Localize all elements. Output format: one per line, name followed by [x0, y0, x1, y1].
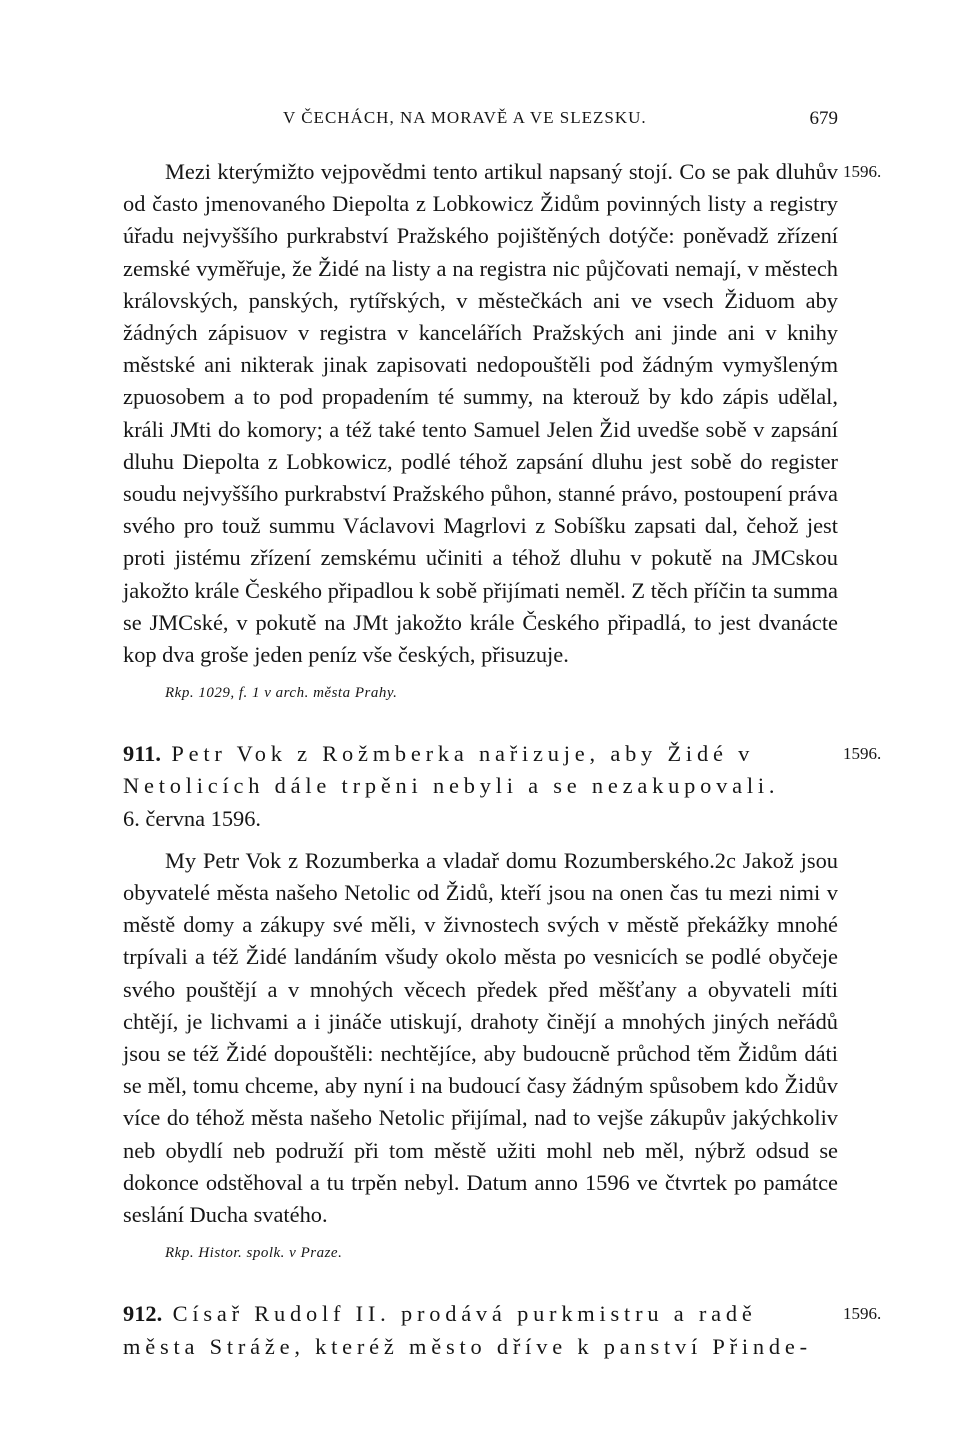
margin-year-1: 1596.: [843, 162, 882, 181]
entry-911-body: My Petr Vok z Rozumberka a vladař domu Rozumberského.2c Jakož jsou obyvatelé města našeho Netolic od Židů, kteří jsou na onen čas tu mezi nimi v městě domy a zákupy své měli, v živnostech svých v městě překážky mnohé trpívali a též Židé landáním všudy okolo města po vesnicích se podlé obyčeje svého pouštějí a v mnohých věcech předek před měšťany a obyvateli míti chtějí, je lichvami a i jináče utiskují, drahoty činějí a mnohých jiných neřádů jsou se též Židé dopouštěli: nechtějíce, aby budoucně průchod těm Židům dáti se měl, tomu chceme, aby nyní i na budoucí časy žádným spůsobem kdo Židův více do téhož města našeho Netolic přijímal, nad to vejše zákupův jakýchkoliv neb obydlí neb podruží při tom městě užiti mohl neb měl, nýbrž odsud se dokonce odstěhoval a tu trpěn nebyl. Datum anno 1596 ve čtvrtek po památce seslání Ducha svatého.: [123, 847, 838, 1228]
entry-911-heading-text: Petr Vok z Rožmberka nařizuje, aby Židé v Netolicích dále trpěni nebyli a se nezakupovali.: [123, 741, 780, 799]
running-head: [123, 108, 838, 138]
continued-text-block: [123, 156, 882, 671]
running-head-title: V ČECHÁCH, NA MORAVĚ A VE SLEZSKU.: [283, 108, 647, 127]
source-citation-1: Rkp. 1029, f. 1 v arch. města Prahy.: [165, 685, 398, 702]
entry-911-number: 911.: [123, 741, 161, 767]
entry-911-date: 6. června 1596.: [123, 805, 262, 831]
document-page: [123, 108, 882, 1363]
continued-paragraph: Mezi kterýmižto vejpovědmi tento artikul napsaný stojí. Co se pak dluhův od často jmenovaného Diepolta z Lobkowicz Židům povinných listy a registry úřadu nejvyššího purkrabství Pražského pojištěných dotýče: poněvadž zřízení zemské vyměřuje, že Židé na listy a na registra nic půjčovati nemají, v městech královských, panských, rytířských, v městečkách ani ve vsech Židuom aby žádných zápisuov v registra v kancelářích Pražských ani jinde ani v knihy městské ani nikterak jinak zapisovati nedopouštěli pod žádným vymyšleným zpuosobem a to pod propadením té summy, na kterouž by kdo zápis udělal, králi JMti do komory; a též také tento Samuel Jelen Žid uvedše sobě v zapsání dluhu Diepolta z Lobkowicz, podlé téhož zapsání dluhu jest sobě do register soudu nejvyššího purkrabství Pražského půhon, stanné právo, postoupení práva svého pro touž summu Václavovi Magrlovi z Sobíšku zapsati dal, čehož jest proti jistému zřízení zemskému učiniti a téhož dluhu v pokutě na JMCskou jakožto krále Českého připadlou k sobě přijímati neměl. Z těch příčin ta summa se JMCské, v pokutě na JMt jakožto krále Českého připadlá, to jest dvanácte kop dva groše jeden peníz vše českých, přisuzuje.: [123, 159, 838, 668]
entry-912-number: 912.: [123, 1301, 163, 1327]
entry-911-heading: [123, 738, 838, 802]
source-citation-2: Rkp. Histor. spolk. v Praze.: [165, 1245, 343, 1262]
entry-911: [123, 738, 882, 1262]
margin-year-3: 1596.: [843, 1304, 882, 1324]
margin-year-2: 1596.: [843, 744, 882, 764]
entry-912: [123, 1298, 882, 1362]
entry-912-heading: [123, 1298, 838, 1362]
entry-912-heading-text: Císař Rudolf II. prodává purkmistru a radě města Stráže, kteréž město dříve k panství Přinde-: [123, 1301, 812, 1359]
page-number: 679: [809, 108, 838, 129]
